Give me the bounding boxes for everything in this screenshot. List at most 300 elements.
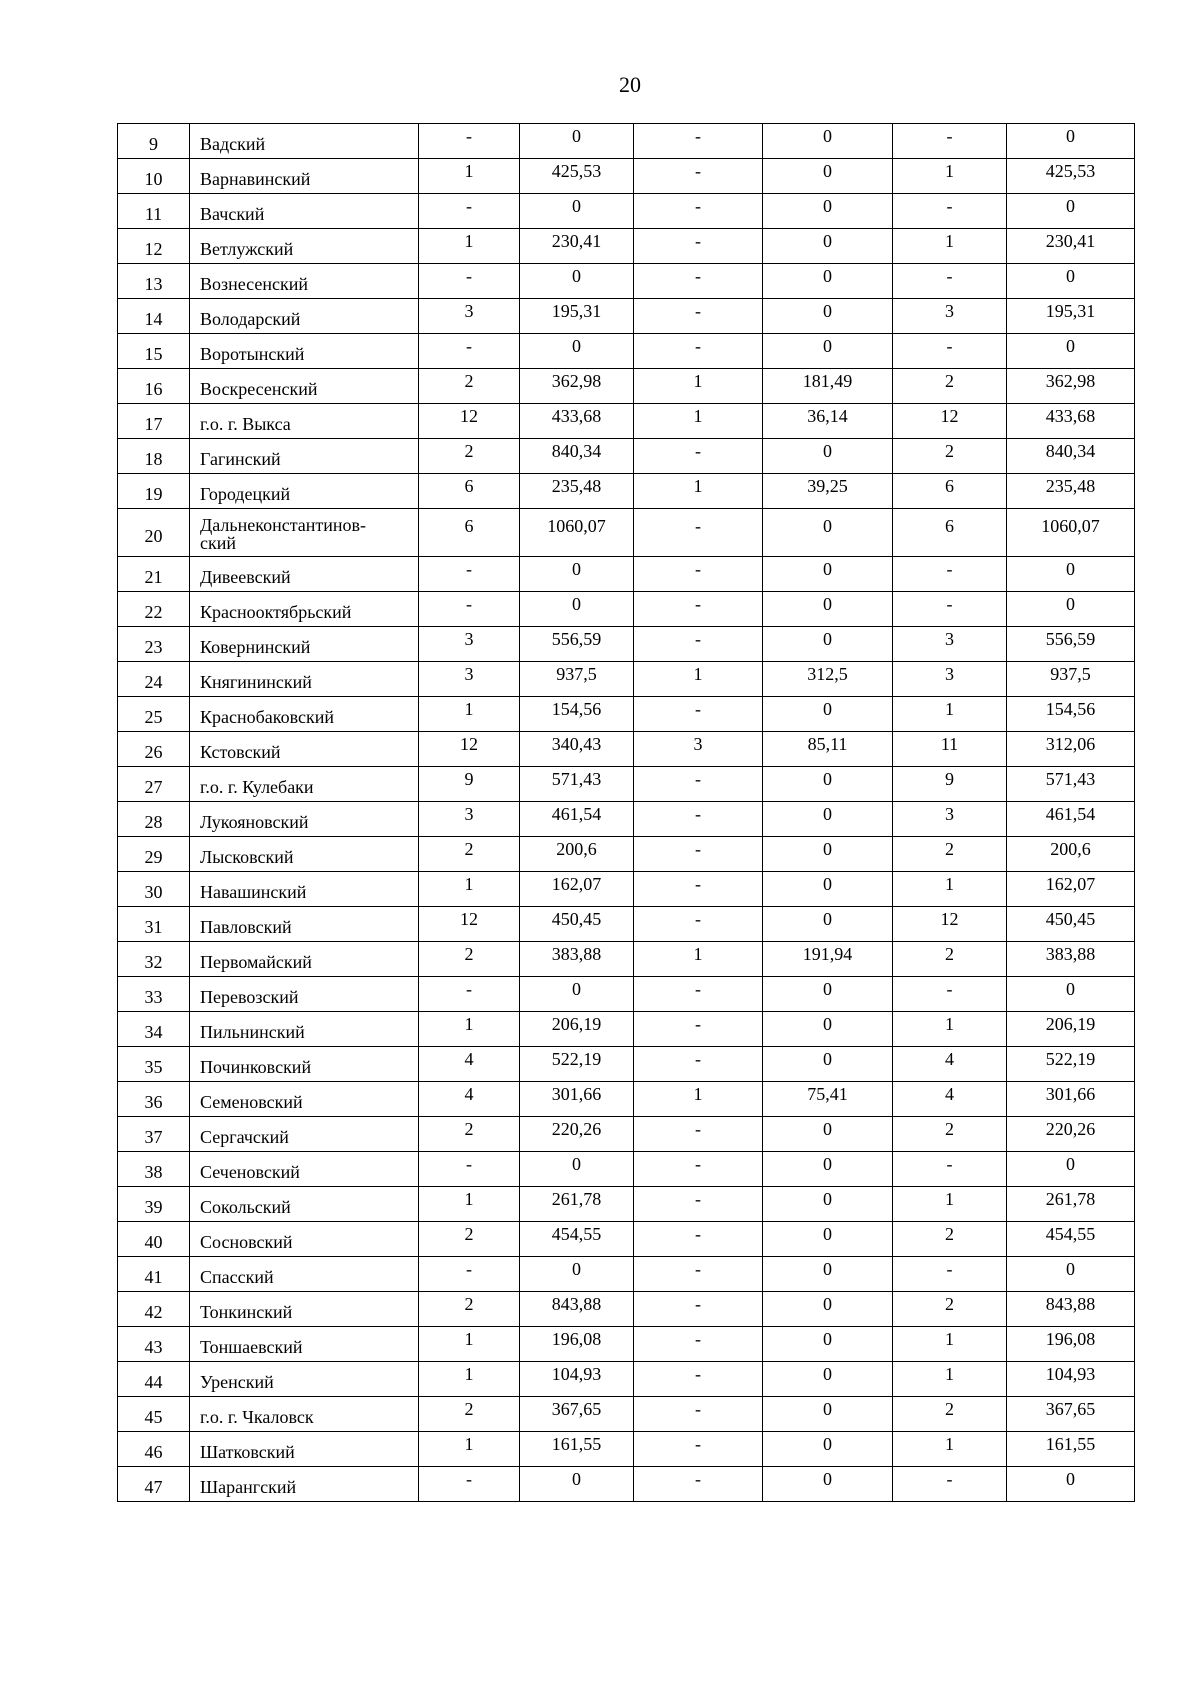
row-number: 35 <box>118 1047 190 1082</box>
value-cell-5: 2 <box>893 439 1007 474</box>
value-cell-5: 12 <box>893 404 1007 439</box>
value-cell-6: 195,31 <box>1007 299 1135 334</box>
value-cell-4: 0 <box>763 1012 893 1047</box>
value-cell-2: 206,19 <box>520 1012 634 1047</box>
row-number: 45 <box>118 1397 190 1432</box>
row-number: 46 <box>118 1432 190 1467</box>
value-cell-5: 2 <box>893 369 1007 404</box>
value-cell-3: - <box>634 439 763 474</box>
district-name: Перевозский <box>190 977 419 1012</box>
value-cell-1: 3 <box>419 802 520 837</box>
value-cell-2: 0 <box>520 124 634 159</box>
district-name: Починковский <box>190 1047 419 1082</box>
table-row <box>118 1257 1135 1292</box>
value-cell-6: 383,88 <box>1007 942 1135 977</box>
district-name: Воротынский <box>190 334 419 369</box>
value-cell-6: 261,78 <box>1007 1187 1135 1222</box>
table-row <box>118 264 1135 299</box>
value-cell-1: - <box>419 557 520 592</box>
value-cell-1: 4 <box>419 1047 520 1082</box>
value-cell-5: - <box>893 1257 1007 1292</box>
table-row <box>118 439 1135 474</box>
district-name: Спасский <box>190 1257 419 1292</box>
value-cell-6: 840,34 <box>1007 439 1135 474</box>
value-cell-6: 433,68 <box>1007 404 1135 439</box>
value-cell-1: - <box>419 264 520 299</box>
value-cell-1: 2 <box>419 1292 520 1327</box>
value-cell-6: 230,41 <box>1007 229 1135 264</box>
row-number: 11 <box>118 194 190 229</box>
value-cell-2: 425,53 <box>520 159 634 194</box>
page-number: 20 <box>619 72 641 97</box>
value-cell-2: 235,48 <box>520 474 634 509</box>
value-cell-4: 0 <box>763 439 893 474</box>
value-cell-3: - <box>634 1117 763 1152</box>
value-cell-5: 6 <box>893 474 1007 509</box>
value-cell-1: 3 <box>419 299 520 334</box>
value-cell-5: 1 <box>893 1327 1007 1362</box>
value-cell-6: 461,54 <box>1007 802 1135 837</box>
district-name: г.о. г. Кулебаки <box>190 767 419 802</box>
value-cell-4: 0 <box>763 299 893 334</box>
table-row <box>118 509 1135 557</box>
table-row <box>118 1187 1135 1222</box>
value-cell-4: 0 <box>763 1362 893 1397</box>
district-name-line-1: Дальнеконстантинов- <box>200 514 367 535</box>
value-cell-1: 1 <box>419 1187 520 1222</box>
row-number: 19 <box>118 474 190 509</box>
value-cell-2: 161,55 <box>520 1432 634 1467</box>
value-cell-6: 522,19 <box>1007 1047 1135 1082</box>
row-number: 16 <box>118 369 190 404</box>
value-cell-4: 0 <box>763 229 893 264</box>
value-cell-3: 3 <box>634 732 763 767</box>
table-row <box>118 802 1135 837</box>
value-cell-4: 0 <box>763 557 893 592</box>
table-row <box>118 474 1135 509</box>
value-cell-5: - <box>893 334 1007 369</box>
table-row <box>118 194 1135 229</box>
district-name: Шатковский <box>190 1432 419 1467</box>
value-cell-5: 3 <box>893 802 1007 837</box>
value-cell-3: - <box>634 1187 763 1222</box>
value-cell-4: 0 <box>763 1117 893 1152</box>
value-cell-5: 3 <box>893 662 1007 697</box>
table-row <box>118 1012 1135 1047</box>
value-cell-6: 450,45 <box>1007 907 1135 942</box>
value-cell-2: 433,68 <box>520 404 634 439</box>
value-cell-2: 383,88 <box>520 942 634 977</box>
value-cell-2: 230,41 <box>520 229 634 264</box>
value-cell-5: 2 <box>893 1117 1007 1152</box>
district-name: Сеченовский <box>190 1152 419 1187</box>
value-cell-4: 0 <box>763 907 893 942</box>
value-cell-4: 0 <box>763 1047 893 1082</box>
value-cell-1: 6 <box>419 474 520 509</box>
table-row <box>118 159 1135 194</box>
value-cell-2: 195,31 <box>520 299 634 334</box>
value-cell-5: - <box>893 1152 1007 1187</box>
table-row <box>118 1047 1135 1082</box>
value-cell-5: 1 <box>893 697 1007 732</box>
value-cell-3: - <box>634 159 763 194</box>
value-cell-6: 104,93 <box>1007 1362 1135 1397</box>
value-cell-2: 301,66 <box>520 1082 634 1117</box>
table-row <box>118 732 1135 767</box>
value-cell-2: 0 <box>520 194 634 229</box>
value-cell-4: 0 <box>763 1222 893 1257</box>
district-name: Ветлужский <box>190 229 419 264</box>
value-cell-5: 1 <box>893 229 1007 264</box>
value-cell-1: 2 <box>419 439 520 474</box>
table-row <box>118 662 1135 697</box>
value-cell-6: 312,06 <box>1007 732 1135 767</box>
row-number: 17 <box>118 404 190 439</box>
value-cell-2: 571,43 <box>520 767 634 802</box>
row-number: 47 <box>118 1467 190 1502</box>
value-cell-4: 0 <box>763 1152 893 1187</box>
row-number: 42 <box>118 1292 190 1327</box>
value-cell-3: - <box>634 194 763 229</box>
row-number: 31 <box>118 907 190 942</box>
value-cell-3: - <box>634 1362 763 1397</box>
value-cell-6: 556,59 <box>1007 627 1135 662</box>
row-number: 10 <box>118 159 190 194</box>
value-cell-3: - <box>634 697 763 732</box>
value-cell-1: 1 <box>419 1327 520 1362</box>
value-cell-6: 0 <box>1007 334 1135 369</box>
district-name: Первомайский <box>190 942 419 977</box>
row-number: 33 <box>118 977 190 1012</box>
value-cell-4: 191,94 <box>763 942 893 977</box>
value-cell-6: 162,07 <box>1007 872 1135 907</box>
value-cell-2: 843,88 <box>520 1292 634 1327</box>
value-cell-4: 0 <box>763 1292 893 1327</box>
value-cell-6: 571,43 <box>1007 767 1135 802</box>
value-cell-5: 12 <box>893 907 1007 942</box>
value-cell-2: 0 <box>520 264 634 299</box>
value-cell-6: 301,66 <box>1007 1082 1135 1117</box>
value-cell-3: - <box>634 1257 763 1292</box>
district-name-line-2: ский <box>200 532 236 553</box>
district-name: г.о. г. Выкса <box>190 404 419 439</box>
value-cell-2: 454,55 <box>520 1222 634 1257</box>
value-cell-2: 0 <box>520 1467 634 1502</box>
district-name: Володарский <box>190 299 419 334</box>
value-cell-6: 206,19 <box>1007 1012 1135 1047</box>
value-cell-2: 556,59 <box>520 627 634 662</box>
value-cell-3: - <box>634 299 763 334</box>
value-cell-1: 1 <box>419 229 520 264</box>
value-cell-5: - <box>893 977 1007 1012</box>
value-cell-4: 85,11 <box>763 732 893 767</box>
district-name: Уренский <box>190 1362 419 1397</box>
value-cell-6: 0 <box>1007 592 1135 627</box>
value-cell-4: 0 <box>763 592 893 627</box>
value-cell-2: 1060,07 <box>520 509 634 557</box>
value-cell-1: 6 <box>419 509 520 557</box>
value-cell-4: 0 <box>763 124 893 159</box>
row-number: 14 <box>118 299 190 334</box>
district-name: Лукояновский <box>190 802 419 837</box>
value-cell-5: - <box>893 264 1007 299</box>
value-cell-5: - <box>893 592 1007 627</box>
value-cell-3: - <box>634 1012 763 1047</box>
value-cell-4: 312,5 <box>763 662 893 697</box>
district-name: Краснобаковский <box>190 697 419 732</box>
value-cell-6: 0 <box>1007 557 1135 592</box>
row-number: 21 <box>118 557 190 592</box>
value-cell-4: 0 <box>763 977 893 1012</box>
value-cell-5: 1 <box>893 1432 1007 1467</box>
row-number: 28 <box>118 802 190 837</box>
value-cell-2: 840,34 <box>520 439 634 474</box>
table-row <box>118 767 1135 802</box>
table-row <box>118 1117 1135 1152</box>
district-name: г.о. г. Чкаловск <box>190 1397 419 1432</box>
value-cell-6: 0 <box>1007 1257 1135 1292</box>
value-cell-2: 154,56 <box>520 697 634 732</box>
value-cell-1: 2 <box>419 1117 520 1152</box>
value-cell-2: 196,08 <box>520 1327 634 1362</box>
value-cell-5: 1 <box>893 1187 1007 1222</box>
value-cell-3: - <box>634 1327 763 1362</box>
table-row <box>118 872 1135 907</box>
row-number: 13 <box>118 264 190 299</box>
value-cell-2: 340,43 <box>520 732 634 767</box>
value-cell-5: - <box>893 194 1007 229</box>
value-cell-2: 0 <box>520 1257 634 1292</box>
value-cell-5: 2 <box>893 837 1007 872</box>
table-row <box>118 1222 1135 1257</box>
value-cell-6: 425,53 <box>1007 159 1135 194</box>
row-number: 22 <box>118 592 190 627</box>
value-cell-3: - <box>634 229 763 264</box>
value-cell-6: 0 <box>1007 194 1135 229</box>
value-cell-1: 2 <box>419 837 520 872</box>
value-cell-3: - <box>634 977 763 1012</box>
value-cell-5: 1 <box>893 159 1007 194</box>
district-name: Ковернинский <box>190 627 419 662</box>
value-cell-4: 36,14 <box>763 404 893 439</box>
value-cell-3: - <box>634 1152 763 1187</box>
table-row <box>118 977 1135 1012</box>
row-number: 38 <box>118 1152 190 1187</box>
value-cell-4: 0 <box>763 767 893 802</box>
value-cell-2: 200,6 <box>520 837 634 872</box>
value-cell-4: 0 <box>763 194 893 229</box>
value-cell-3: - <box>634 802 763 837</box>
value-cell-1: - <box>419 1152 520 1187</box>
value-cell-1: - <box>419 1257 520 1292</box>
value-cell-5: 2 <box>893 942 1007 977</box>
value-cell-5: - <box>893 1467 1007 1502</box>
district-name: Пильнинский <box>190 1012 419 1047</box>
value-cell-5: 2 <box>893 1292 1007 1327</box>
table-body <box>118 124 1135 1502</box>
row-number: 34 <box>118 1012 190 1047</box>
value-cell-5: 2 <box>893 1222 1007 1257</box>
value-cell-1: - <box>419 124 520 159</box>
row-number: 9 <box>118 124 190 159</box>
table-row <box>118 1292 1135 1327</box>
value-cell-1: 12 <box>419 404 520 439</box>
value-cell-2: 0 <box>520 557 634 592</box>
value-cell-6: 0 <box>1007 977 1135 1012</box>
district-name: Княгининский <box>190 662 419 697</box>
value-cell-2: 220,26 <box>520 1117 634 1152</box>
value-cell-6: 1060,07 <box>1007 509 1135 557</box>
value-cell-1: 3 <box>419 627 520 662</box>
value-cell-2: 162,07 <box>520 872 634 907</box>
district-name: Павловский <box>190 907 419 942</box>
table-row <box>118 1082 1135 1117</box>
value-cell-3: - <box>634 627 763 662</box>
row-number: 18 <box>118 439 190 474</box>
value-cell-1: 2 <box>419 942 520 977</box>
table-row <box>118 837 1135 872</box>
value-cell-2: 0 <box>520 592 634 627</box>
value-cell-4: 0 <box>763 264 893 299</box>
value-cell-6: 154,56 <box>1007 697 1135 732</box>
value-cell-1: 1 <box>419 1012 520 1047</box>
value-cell-3: - <box>634 557 763 592</box>
district-name: Кстовский <box>190 732 419 767</box>
table-row <box>118 1362 1135 1397</box>
table-row <box>118 1327 1135 1362</box>
value-cell-6: 937,5 <box>1007 662 1135 697</box>
value-cell-4: 39,25 <box>763 474 893 509</box>
row-number: 20 <box>118 509 190 557</box>
table-row <box>118 592 1135 627</box>
district-name <box>190 509 419 557</box>
value-cell-2: 461,54 <box>520 802 634 837</box>
value-cell-2: 522,19 <box>520 1047 634 1082</box>
value-cell-2: 367,65 <box>520 1397 634 1432</box>
value-cell-2: 0 <box>520 977 634 1012</box>
value-cell-3: - <box>634 837 763 872</box>
value-cell-6: 843,88 <box>1007 1292 1135 1327</box>
value-cell-5: 1 <box>893 1012 1007 1047</box>
value-cell-4: 0 <box>763 697 893 732</box>
value-cell-4: 0 <box>763 334 893 369</box>
value-cell-6: 454,55 <box>1007 1222 1135 1257</box>
district-name: Навашинский <box>190 872 419 907</box>
row-number: 44 <box>118 1362 190 1397</box>
value-cell-3: - <box>634 1222 763 1257</box>
value-cell-1: 2 <box>419 369 520 404</box>
value-cell-5: 9 <box>893 767 1007 802</box>
value-cell-5: 1 <box>893 1362 1007 1397</box>
table-row <box>118 907 1135 942</box>
district-name: Краснооктябрьский <box>190 592 419 627</box>
district-name: Семеновский <box>190 1082 419 1117</box>
district-name: Лысковский <box>190 837 419 872</box>
table-row <box>118 334 1135 369</box>
district-name: Вознесенский <box>190 264 419 299</box>
table-row <box>118 1432 1135 1467</box>
row-number: 36 <box>118 1082 190 1117</box>
table-row <box>118 369 1135 404</box>
value-cell-3: - <box>634 264 763 299</box>
district-name: Тонкинский <box>190 1292 419 1327</box>
value-cell-3: - <box>634 334 763 369</box>
table-row <box>118 404 1135 439</box>
value-cell-4: 0 <box>763 1257 893 1292</box>
value-cell-6: 161,55 <box>1007 1432 1135 1467</box>
value-cell-3: 1 <box>634 1082 763 1117</box>
value-cell-4: 75,41 <box>763 1082 893 1117</box>
value-cell-3: 1 <box>634 404 763 439</box>
row-number: 15 <box>118 334 190 369</box>
value-cell-3: - <box>634 767 763 802</box>
value-cell-4: 0 <box>763 872 893 907</box>
value-cell-4: 0 <box>763 1467 893 1502</box>
value-cell-6: 235,48 <box>1007 474 1135 509</box>
table-row <box>118 299 1135 334</box>
value-cell-4: 0 <box>763 1327 893 1362</box>
value-cell-3: - <box>634 124 763 159</box>
row-number: 32 <box>118 942 190 977</box>
value-cell-2: 0 <box>520 1152 634 1187</box>
value-cell-3: 1 <box>634 662 763 697</box>
value-cell-5: 3 <box>893 299 1007 334</box>
row-number: 27 <box>118 767 190 802</box>
value-cell-5: 2 <box>893 1397 1007 1432</box>
district-name: Дивеевский <box>190 557 419 592</box>
table-row <box>118 942 1135 977</box>
value-cell-5: 11 <box>893 732 1007 767</box>
value-cell-1: 4 <box>419 1082 520 1117</box>
value-cell-2: 0 <box>520 334 634 369</box>
table-row <box>118 1152 1135 1187</box>
value-cell-6: 220,26 <box>1007 1117 1135 1152</box>
row-number: 30 <box>118 872 190 907</box>
value-cell-1: 1 <box>419 697 520 732</box>
value-cell-6: 196,08 <box>1007 1327 1135 1362</box>
district-name: Шарангский <box>190 1467 419 1502</box>
district-name: Городецкий <box>190 474 419 509</box>
table-row <box>118 229 1135 264</box>
row-number: 40 <box>118 1222 190 1257</box>
row-number: 24 <box>118 662 190 697</box>
value-cell-4: 0 <box>763 1432 893 1467</box>
value-cell-3: - <box>634 1432 763 1467</box>
value-cell-2: 104,93 <box>520 1362 634 1397</box>
value-cell-3: - <box>634 1397 763 1432</box>
value-cell-1: 1 <box>419 1362 520 1397</box>
value-cell-5: - <box>893 124 1007 159</box>
value-cell-3: - <box>634 872 763 907</box>
value-cell-6: 367,65 <box>1007 1397 1135 1432</box>
value-cell-1: 12 <box>419 907 520 942</box>
value-cell-2: 937,5 <box>520 662 634 697</box>
row-number: 26 <box>118 732 190 767</box>
value-cell-4: 0 <box>763 509 893 557</box>
value-cell-4: 0 <box>763 837 893 872</box>
district-name: Тоншаевский <box>190 1327 419 1362</box>
row-number: 29 <box>118 837 190 872</box>
row-number: 25 <box>118 697 190 732</box>
value-cell-3: - <box>634 1467 763 1502</box>
value-cell-1: 12 <box>419 732 520 767</box>
district-name: Вачский <box>190 194 419 229</box>
value-cell-1: - <box>419 592 520 627</box>
district-name: Варнавинский <box>190 159 419 194</box>
value-cell-4: 0 <box>763 1397 893 1432</box>
district-name: Сосновский <box>190 1222 419 1257</box>
value-cell-6: 362,98 <box>1007 369 1135 404</box>
